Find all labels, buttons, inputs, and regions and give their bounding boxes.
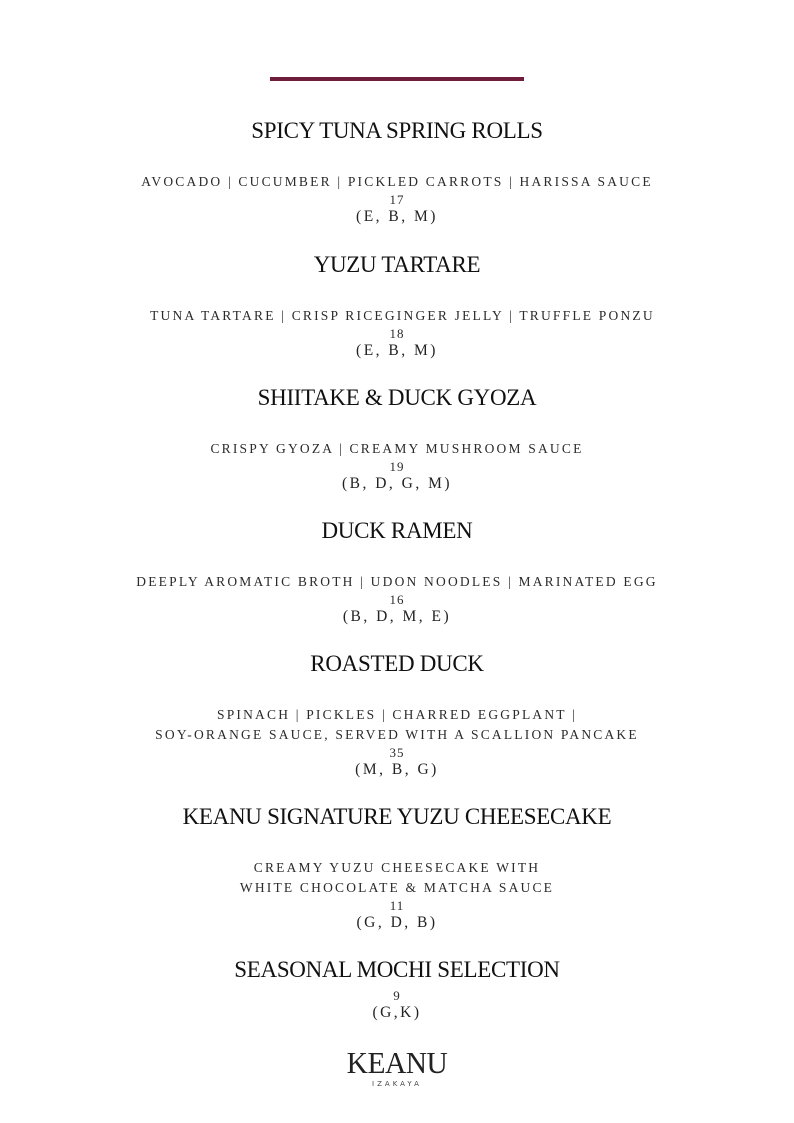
item-allergens: (M, B, G) — [355, 761, 439, 778]
item-description: AVOCADO | CUCUMBER | PICKLED CARROTS | HARISSA SAUCE — [141, 174, 653, 189]
top-accent-rule — [270, 77, 524, 81]
item-title: SHIITAKE & DUCK GYOZA — [257, 385, 537, 410]
menu-item — [0, 650, 794, 779]
logo-wordmark: KEANU — [346, 1045, 448, 1080]
logo-subtitle: IZAKAYA — [372, 1080, 422, 1088]
item-allergens: (B, D, G, M) — [341, 475, 453, 492]
item-description: SPINACH | PICKLES | CHARRED EGGPLANT | — [217, 707, 577, 722]
item-title: DUCK RAMEN — [321, 518, 473, 543]
item-price: 16 — [389, 592, 405, 607]
menu-item — [0, 251, 794, 360]
item-title: SPICY TUNA SPRING ROLLS — [251, 118, 543, 143]
menu-item — [0, 803, 794, 932]
item-title: KEANU SIGNATURE YUZU CHEESECAKE — [182, 804, 612, 829]
item-description: CREAMY YUZU CHEESECAKE WITH — [253, 860, 541, 875]
item-price: 18 — [389, 326, 405, 341]
item-description: WHITE CHOCOLATE & MATCHA SAUCE — [239, 880, 555, 895]
menu-item — [0, 384, 794, 493]
item-description: CRISPY GYOZA | CREAMY MUSHROOM SAUCE — [210, 441, 584, 456]
item-allergens: (E, B, M) — [356, 342, 438, 359]
item-description: TUNA TARTARE | CRISP RICEGINGER JELLY | TRUFFLE PONZU — [139, 308, 655, 323]
item-price: 11 — [389, 898, 405, 913]
item-price: 9 — [393, 988, 401, 1003]
item-allergens: (G,K) — [372, 1004, 422, 1021]
item-price: 35 — [389, 745, 405, 760]
item-allergens: (E, B, M) — [356, 208, 438, 225]
item-price: 19 — [389, 459, 405, 474]
item-title: SEASONAL MOCHI SELECTION — [234, 957, 560, 982]
item-allergens: (G, D, B) — [356, 914, 438, 931]
item-price: 17 — [389, 192, 405, 207]
keanu-logo — [0, 1047, 794, 1088]
menu-item — [0, 117, 794, 226]
item-description: SOY-ORANGE SAUCE, SERVED WITH A SCALLION PANCAKE — [155, 727, 639, 742]
item-title: ROASTED DUCK — [310, 651, 484, 676]
menu-item — [0, 517, 794, 626]
menu-item — [0, 956, 794, 1022]
item-title: YUZU TARTARE — [313, 252, 481, 277]
item-allergens: (B, D, M, E) — [342, 608, 452, 625]
item-description: DEEPLY AROMATIC BROTH | UDON NOODLES | MARINATED EGG — [136, 574, 658, 589]
